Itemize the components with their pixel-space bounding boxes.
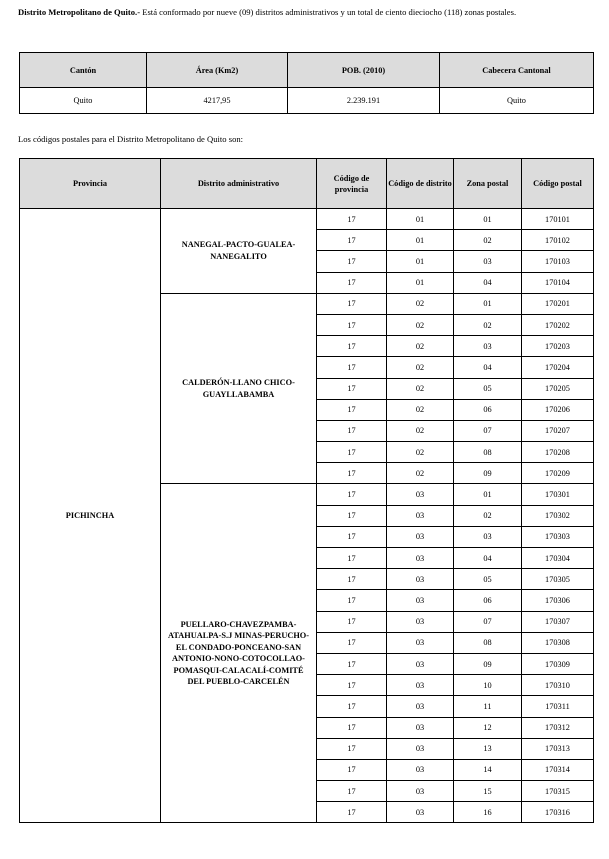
cell-codigo-provincia: 17 [317,505,387,526]
cell-zona-postal: 13 [454,738,522,759]
cell-zona-postal: 14 [454,759,522,780]
cell-codigo-postal: 170303 [522,526,594,547]
cell-codigo-postal: 170308 [522,632,594,653]
cell-codigo-provincia: 17 [317,802,387,823]
canton-table [19,52,594,114]
cell-codigo-distrito: 03 [387,653,454,674]
cell-zona-postal: 06 [454,399,522,420]
cell-codigo-provincia: 17 [317,230,387,251]
cell-codigo-provincia: 17 [317,717,387,738]
cell-canton: Quito [20,88,147,114]
cell-zona-postal: 07 [454,420,522,441]
header-codigo-provincia: Código de provincia [317,159,387,209]
cell-codigo-postal: 170206 [522,399,594,420]
cell-codigo-distrito: 02 [387,293,454,314]
cell-codigo-distrito: 01 [387,209,454,230]
cell-zona-postal: 01 [454,209,522,230]
cell-zona-postal: 06 [454,590,522,611]
cell-zona-postal: 05 [454,378,522,399]
cell-codigo-distrito: 02 [387,399,454,420]
cell-codigo-distrito: 03 [387,802,454,823]
cell-codigo-distrito: 01 [387,251,454,272]
cell-codigo-postal: 170101 [522,209,594,230]
header-provincia: Provincia [20,159,161,209]
cell-codigo-postal: 170302 [522,505,594,526]
cell-codigo-distrito: 03 [387,759,454,780]
cell-codigo-provincia: 17 [317,484,387,505]
cell-codigo-provincia: 17 [317,463,387,484]
intro-title: Distrito Metropolitano de Quito.- [18,7,141,17]
cell-codigo-postal: 170315 [522,781,594,802]
cell-zona-postal: 04 [454,548,522,569]
header-distrito: Distrito administrativo [161,159,317,209]
canton-data-row [20,88,594,114]
cell-codigo-provincia: 17 [317,611,387,632]
cell-codigo-provincia: 17 [317,251,387,272]
cell-codigo-distrito: 02 [387,463,454,484]
cell-zona-postal: 12 [454,717,522,738]
cell-codigo-distrito: 03 [387,696,454,717]
header-cabecera: Cabecera Cantonal [440,53,594,88]
cell-distrito-administrativo: CALDERÓN-LLANO CHICO-GUAYLLABAMBA [161,293,317,484]
cell-codigo-postal: 170208 [522,442,594,463]
cell-zona-postal: 03 [454,251,522,272]
cell-codigo-distrito: 02 [387,378,454,399]
cell-codigo-provincia: 17 [317,526,387,547]
cell-codigo-postal: 170207 [522,420,594,441]
cell-zona-postal: 09 [454,463,522,484]
cell-codigo-postal: 170312 [522,717,594,738]
cell-codigo-postal: 170102 [522,230,594,251]
cell-codigo-postal: 170314 [522,759,594,780]
cell-codigo-postal: 170316 [522,802,594,823]
cell-codigo-postal: 170306 [522,590,594,611]
cell-codigo-provincia: 17 [317,420,387,441]
cell-codigo-provincia: 17 [317,653,387,674]
cell-zona-postal: 02 [454,230,522,251]
postal-codes-table [19,158,594,823]
cell-area: 4217,95 [147,88,288,114]
cell-codigo-distrito: 03 [387,781,454,802]
cell-provincia: PICHINCHA [20,209,161,823]
cell-codigo-provincia: 17 [317,272,387,293]
cell-codigo-distrito: 02 [387,420,454,441]
cell-codigo-distrito: 03 [387,569,454,590]
cell-codigo-distrito: 03 [387,526,454,547]
cell-poblacion: 2.239.191 [288,88,440,114]
cell-codigo-provincia: 17 [317,590,387,611]
cell-zona-postal: 03 [454,336,522,357]
cell-codigo-distrito: 03 [387,611,454,632]
cell-codigo-provincia: 17 [317,696,387,717]
cell-zona-postal: 04 [454,272,522,293]
cell-codigo-distrito: 01 [387,230,454,251]
cell-zona-postal: 01 [454,484,522,505]
cell-codigo-postal: 170313 [522,738,594,759]
cell-codigo-postal: 170201 [522,293,594,314]
cell-codigo-postal: 170203 [522,336,594,357]
cell-zona-postal: 11 [454,696,522,717]
intro-paragraph [18,6,592,19]
cell-codigo-distrito: 03 [387,717,454,738]
header-canton: Cantón [20,53,147,88]
cell-zona-postal: 15 [454,781,522,802]
cell-codigo-provincia: 17 [317,209,387,230]
cell-codigo-postal: 170205 [522,378,594,399]
cell-codigo-postal: 170307 [522,611,594,632]
cell-codigo-postal: 170309 [522,653,594,674]
cell-codigo-provincia: 17 [317,675,387,696]
cell-codigo-postal: 170301 [522,484,594,505]
cell-codigo-provincia: 17 [317,378,387,399]
cell-codigo-provincia: 17 [317,336,387,357]
cell-codigo-provincia: 17 [317,357,387,378]
cell-codigo-postal: 170311 [522,696,594,717]
cell-cabecera: Quito [440,88,594,114]
postal-codes-intro: Los códigos postales para el Distrito Metropolitano de Quito son: [18,134,244,144]
cell-codigo-distrito: 01 [387,272,454,293]
header-codigo-postal: Código postal [522,159,594,209]
cell-codigo-provincia: 17 [317,548,387,569]
cell-codigo-distrito: 03 [387,505,454,526]
cell-codigo-postal: 170305 [522,569,594,590]
header-zona-postal: Zona postal [454,159,522,209]
cell-zona-postal: 02 [454,505,522,526]
cell-codigo-distrito: 03 [387,548,454,569]
cell-zona-postal: 07 [454,611,522,632]
cell-codigo-provincia: 17 [317,632,387,653]
cell-zona-postal: 08 [454,442,522,463]
cell-codigo-distrito: 02 [387,357,454,378]
cell-zona-postal: 04 [454,357,522,378]
cell-zona-postal: 16 [454,802,522,823]
intro-text: Está conformado por nueve (09) distritos administrativos y un total de ciento dieciocho (118) zonas postales. [140,7,517,17]
postal-header-row [20,159,594,209]
header-codigo-distrito: Código de distrito [387,159,454,209]
header-area: Área (Km2) [147,53,288,88]
cell-codigo-postal: 170202 [522,314,594,335]
canton-header-row [20,53,594,88]
cell-codigo-provincia: 17 [317,399,387,420]
cell-codigo-provincia: 17 [317,759,387,780]
cell-codigo-postal: 170310 [522,675,594,696]
cell-zona-postal: 03 [454,526,522,547]
cell-codigo-distrito: 03 [387,632,454,653]
cell-codigo-provincia: 17 [317,569,387,590]
table-row [20,209,594,230]
cell-codigo-provincia: 17 [317,314,387,335]
cell-codigo-postal: 170103 [522,251,594,272]
header-poblacion: POB. (2010) [288,53,440,88]
cell-codigo-postal: 170304 [522,548,594,569]
cell-codigo-postal: 170104 [522,272,594,293]
cell-codigo-distrito: 02 [387,314,454,335]
cell-codigo-distrito: 03 [387,675,454,696]
cell-codigo-distrito: 03 [387,590,454,611]
cell-zona-postal: 02 [454,314,522,335]
cell-codigo-provincia: 17 [317,738,387,759]
cell-codigo-postal: 170204 [522,357,594,378]
cell-codigo-distrito: 03 [387,484,454,505]
cell-zona-postal: 05 [454,569,522,590]
cell-codigo-distrito: 02 [387,336,454,357]
cell-zona-postal: 01 [454,293,522,314]
cell-codigo-provincia: 17 [317,442,387,463]
cell-codigo-provincia: 17 [317,781,387,802]
cell-codigo-postal: 170209 [522,463,594,484]
cell-zona-postal: 09 [454,653,522,674]
cell-distrito-administrativo: PUELLARO-CHAVEZPAMBA-ATAHUALPA-S.J MINAS-PERUCHO-EL CONDADO-PONCEANO-SAN ANTONIO-NONO-COTOCOLLAO-POMASQUI-CALACALÍ-COMITÉ DEL PUEBLO-CARCELÉN [161,484,317,823]
cell-codigo-provincia: 17 [317,293,387,314]
cell-codigo-distrito: 02 [387,442,454,463]
cell-distrito-administrativo: NANEGAL-PACTO-GUALEA- NANEGALITO [161,209,317,294]
cell-zona-postal: 08 [454,632,522,653]
cell-zona-postal: 10 [454,675,522,696]
cell-codigo-distrito: 03 [387,738,454,759]
